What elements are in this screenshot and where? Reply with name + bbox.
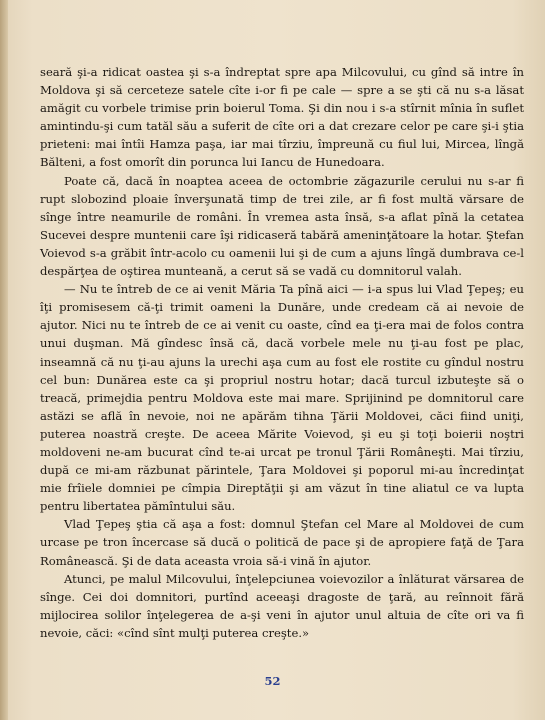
page-binding-edge xyxy=(0,0,8,720)
paragraph-5: Atunci, pe malul Milcovului, înţelepciunea voievozilor a înlăturat vărsarea de sînge. Cei doi domnitori, purtînd aceeaşi dragoste de ţară, au reînnoit fără mijlocirea solilor înţelegerea de a-şi veni în ajutor unul altuia de cîte ori va fi nevoie, căci: «cînd sînt mulţi puterea creşte.» xyxy=(40,571,524,640)
paragraph-2: Poate că, dacă în noaptea aceea de octombrie zăgazurile cerului nu s-ar fi rupt slobozind ploaie înverşunată timp de trei zile, ar fi fost multă vărsare de sînge între neamurile de români. În vremea asta însă, s-a aflat pînă la cetatea Sucevei despre muntenii care îşi ridicaseră tabără ameninţătoare la hotar. Ştefan Voievod s-a grăbit într-acolo cu oamenii lui şi de cum a ajuns lîngă dumbrava ce-l despărţea de oştirea munteană, a cerut să se vadă cu domnitorul valah. xyxy=(40,173,524,279)
page-number: 52 xyxy=(264,674,281,688)
paragraph-1: seară şi-a ridicat oastea şi s-a îndreptat spre apa Milcovului, cu gînd să intre în Moldova şi să cerceteze satele cîte i-or fi pe cale — spre a se şti că nu s-a lăsat amăgit cu vorbele trimise prin boierul Toma. Şi din nou i s-a stîrnit mînia în suflet amintindu-şi cum tatăl său a suferit de cîte ori a dat crezare celor pe care şi-i ştia prieteni: mai întîi Hamza paşa, iar mai tîrziu, împreună cu fiul lui, Mircea, lîngă Bălteni, a fost omorît din porunca lui Iancu de Hunedoara. xyxy=(40,65,524,170)
paragraph-4: Vlad Ţepeş ştia că aşa a fost: domnul Ştefan cel Mare al Moldovei de cum urcase pe tron încercase să ducă o politică de pace şi de apropiere faţă de Ţara Românească. Şi de data aceasta vroia să-i vină în ajutor. xyxy=(40,517,524,568)
paragraph-3: — Nu te întreb de ce ai venit Măria Ta pînă aici — i-a spus lui Vlad Ţepeş; eu îţi promisesem că-ţi trimit oameni la Dunăre, unde credeam că ai nevoie de ajutor. Nici nu te întreb de ce ai venit cu oaste, cînd ea ţi-era mai de folos contra unui duşman. Mă gîndesc însă că, dacă vorbele mele nu ţi-au fost pe plac, inseamnă că nu ţi-au ajuns la urechi aşa cum au fost ele rostite cu gîndul nostru cel bun: Dunărea este ca şi propriul nostru hotar; dacă turcul izbuteşte să o treacă, primejdia pentru Moldova este mai mare. Sprijinind pe domnitorul care astăzi se află în nevoie, noi ne apărăm tihna Ţării Moldovei, căci fiind uniţi, puterea noastră creşte. De aceea Mărite Voievod, şi eu şi toţi boierii noştri moldoveni ne-am bucurat cînd te-ai urcat pe tronul Ţării Româneşti. Mai tîrziu, după ce mi-am răzbunat părintele, Ţara Moldovei şi poporul mi-au încredinţat mie frîiele domniei pe cîmpia Direptăţii şi am văzut în tine aliatul ce va lupta pentru libertatea pămîntului său. xyxy=(40,282,524,514)
body-text xyxy=(40,63,524,642)
